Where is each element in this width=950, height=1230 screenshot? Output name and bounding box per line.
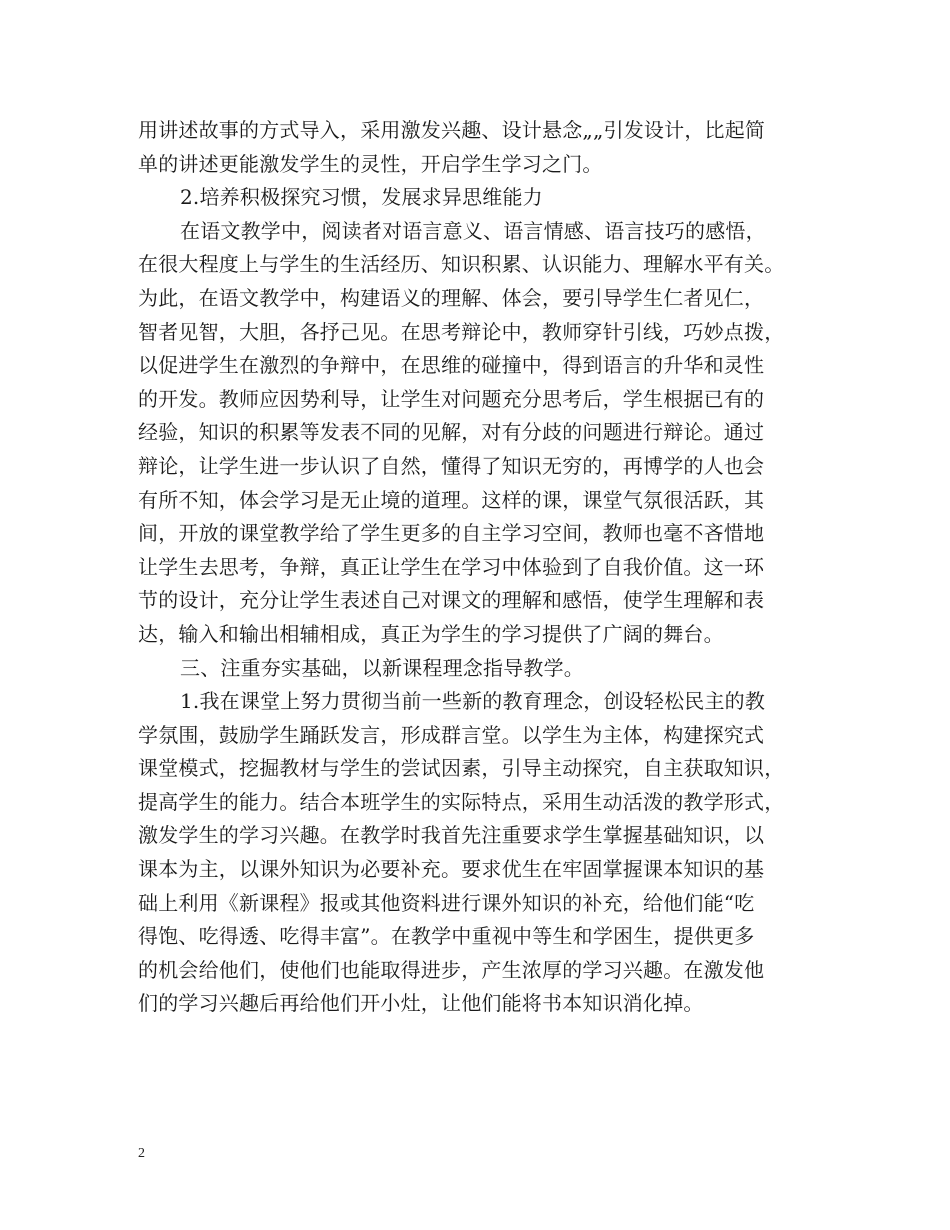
text-line: 达，输入和输出相辅相成，真正为学生的学习提供了广阔的舞台。 [138, 621, 724, 646]
text-line: 有所不知，体会学习是无止境的道理。这样的课，课堂气氛很活跃，其 [138, 487, 765, 512]
text-line: 础上利用《新课程》报或其他资料进行课外知识的补充，给他们能“吃 [138, 890, 755, 915]
text-line: 得饱、吃得透、吃得丰富”。在教学中重视中等生和学困生，提供更多 [138, 924, 755, 949]
text-line: 单的讲述更能激发学生的灵性，开启学生学习之门。 [138, 151, 603, 176]
section-heading: 三、注重夯实基础，以新课程理念指导教学。 [180, 655, 584, 680]
text-line: 智者见智，大胆，各抒己见。在思考辩论中，教师穿针引线，巧妙点拨， [138, 319, 785, 344]
section-heading: 2.培养积极探究习惯，发展求异思维能力 [180, 185, 543, 210]
paragraph-start: 在语文教学中，阅读者对语言意义、语言情感、语言技巧的感悟， [180, 218, 766, 243]
text-line: 们的学习兴趣后再给他们开小灶，让他们能将书本知识消化掉。 [138, 991, 704, 1016]
text-line: 课本为主，以课外知识为必要补充。要求优生在牢固掌握课本知识的基 [138, 857, 765, 882]
document-body [138, 114, 828, 1021]
text-line: 辩论，让学生进一步认识了自然，懂得了知识无穷的，再博学的人也会 [138, 453, 765, 478]
text-line: 以促进学生在激烈的争辩中，在思维的碰撞中，得到语言的升华和灵性 [138, 353, 765, 378]
text-line: 提高学生的能力。结合本班学生的实际特点，采用生动活泼的教学形式， [138, 789, 785, 814]
text-line: 课堂模式，挖掘教材与学生的尝试因素，引导主动探究，自主获取知识， [138, 756, 785, 781]
text-line: 的机会给他们，使他们也能取得进步，产生浓厚的学习兴趣。在激发他 [138, 957, 765, 982]
page-number: 2 [138, 1146, 145, 1161]
text-line: 的开发。教师应因势利导，让学生对问题充分思考后，学生根据已有的 [138, 386, 765, 411]
text-line: 学氛围，鼓励学生踊跃发言，形成群言堂。以学生为主体，构建探究式 [138, 722, 765, 747]
text-line: 间，开放的课堂教学给了学生更多的自主学习空间，教师也毫不吝惜地 [138, 521, 765, 546]
paragraph-start: 1.我在课堂上努力贯彻当前一些新的教育理念，创设轻松民主的教 [180, 689, 766, 714]
text-line: 用讲述故事的方式导入，采用激发兴趣、设计悬念„„引发设计，比起简 [138, 118, 766, 142]
text-line: 为此，在语文教学中，构建语义的理解、体会，要引导学生仁者见仁， [138, 285, 765, 310]
text-line: 激发学生的学习兴趣。在教学时我首先注重要求学生掌握基础知识，以 [138, 823, 765, 848]
text-line: 在很大程度上与学生的生活经历、知识积累、认识能力、理解水平有关。 [138, 252, 785, 277]
text-line: 让学生去思考，争辩，真正让学生在学习中体验到了自我价值。这一环 [138, 554, 765, 579]
text-line: 节的设计，充分让学生表述自己对课文的理解和感悟，使学生理解和表 [138, 588, 765, 613]
text-line: 经验，知识的积累等发表不同的见解，对有分歧的问题进行辩论。通过 [138, 420, 765, 445]
